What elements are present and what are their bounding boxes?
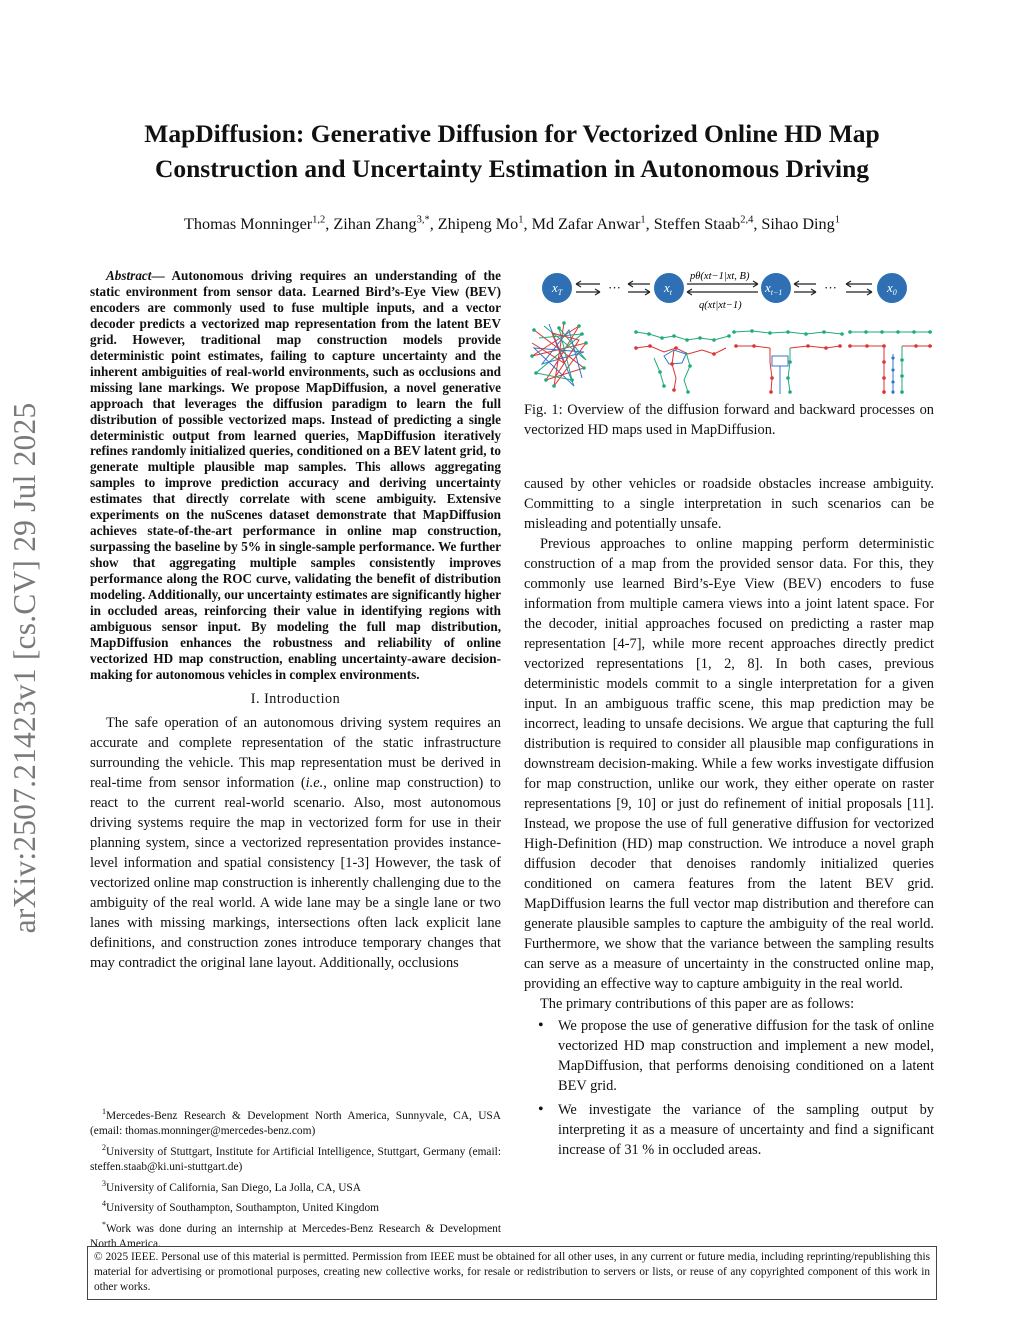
author: Sihao Ding$^1$ (761, 215, 840, 234)
reverse-process-label: pθ(xt−1|xt, B) (690, 271, 750, 282)
node-xt-1-label: $x_{t-1}$ (765, 280, 783, 297)
map-sample-partial (634, 330, 731, 394)
author: Zhipeng Mo$^1$, (437, 215, 532, 234)
figure-1 (524, 268, 934, 398)
footnote: $^3$University of California, San Diego, La Jolla, CA, USA (102, 1178, 361, 1194)
left-column (90, 268, 501, 973)
author: Zihan Zhang$^{3,*}$, (333, 215, 438, 234)
map-sample-near-clean (732, 329, 844, 394)
ellipsis-left: ··· (608, 280, 621, 295)
title-line-2: Construction and Uncertainty Estimation in Autonomous Driving (154, 154, 870, 183)
abstract-text: — Autonomous driving requires an understanding of the static environment from sensor data. Learned Bird’s-Eye View (BEV) encoders are commonly used to fuse multiple inputs, and a vector decoder predicts a vectorized map representation from the latent BEV grid. However, traditional map construction models provide deterministic point estimates, failing to capture uncertainty and the inherent ambiguities of real-world environments, such as occlusions and missing lane markings. We propose MapDiffusion, a novel generative approach that leverages the diffusion paradigm to learn the full distribution of possible vectorized maps. Instead of predicting a single deterministic output from learned queries, MapDiffusion iteratively refines randomly initialized queries, conditioned on a BEV latent grid, to generate multiple plausible map samples. This allows aggregating samples to improve prediction accuracy and deriving uncertainty estimates that directly correlate with scene ambiguity. Extensive experiments on the nuScenes dataset demonstrate that MapDiffusion achieves state-of-the-art performance in online map construction, surpassing the baseline by 5% in single-sample performance. We further show that aggregating multiple samples consistently improves performance along the ROC curve, validating the benefit of distribution modeling. Additionally, our uncertainty estimates are significantly higher in occluded areas, reinforcing their value in identifying regions with ambiguous sensor input. By modeling the full map distribution, MapDiffusion enhances the robustness and reliability of online vectorized HD map construction, enabling uncertainty-aware decision-making for autonomous vehicles in complex environments. (90, 268, 501, 682)
ellipsis-right: ··· (824, 280, 837, 295)
map-sample-noise (530, 321, 588, 388)
author: Steffen Staab$^{2,4}$, (653, 215, 762, 234)
author-list (80, 208, 944, 237)
forward-process-label: q(xt|xt−1) (699, 300, 742, 311)
diffusion-diagram (524, 268, 934, 398)
right-paragraph-continued: caused by other vehicles or roadside obstacles increase ambiguity. Committing to a single interpretation in such scenarios can be misleading and potentially unsafe. (524, 476, 934, 532)
footnote: $^1$Mercedes-Benz Research & Development North America, Sunnyvale, CA, USA (email: thomas.monninger@mercedes-benz.com) (90, 1107, 501, 1138)
node-xt-label: $x_t$ (664, 280, 673, 297)
title-line-1: MapDiffusion: Generative Diffusion for Vectorized Online HD Map (144, 119, 880, 148)
list-item: • We propose the use of generative diffusion for the task of online vectorized HD map construction and implement a new model, MapDiffusion, that performs denoising conditioned on a latent BEV grid. (558, 1016, 934, 1096)
paper-title (80, 116, 944, 186)
footnotes (90, 1104, 501, 1253)
section-heading-introduction: I. Introduction (250, 690, 341, 707)
node-x0-label: $x_0$ (887, 280, 897, 297)
figure-caption: Fig. 1: Overview of the diffusion forward and backward processes on vectorized HD maps used in MapDiffusion. (524, 402, 934, 438)
footnote: $^4$University of Southampton, Southampton, United Kingdom (102, 1199, 380, 1215)
abstract-label: Abstract (106, 268, 152, 283)
right-paragraph-contributions-intro: The primary contributions of this paper are as follows: (540, 996, 855, 1012)
right-column (524, 268, 934, 1164)
author: Thomas Monninger$^{1,2}$, (184, 215, 334, 234)
right-paragraph-previous-approaches: Previous approaches to online mapping perform deterministic construction of a map from the provided sensor data. For this, they commonly use learned Bird’s-Eye View (BEV) encoders to fuse information from multiple camera views into a joint latent space. For the decoder, initial approaches focused on predicting a raster map representation [4-7], while more recent approaches directly predict vectorized representations [1, 2, 8]. In both cases, previous deterministic models commit to a single interpretation for a given input. In an ambiguous traffic scene, this map prediction may be incorrect, leading to unsafe decisions. We argue that capturing the full distribution is required to consider all plausible map configurations in downstream decision-making. While a few works investigate diffusion for map construction, unlike our work, they either operate on raster representations [9, 10] or just do refinement of initial proposals [11]. Instead, we propose the use of full generative diffusion for vectorized High-Definition (HD) map construction. We introduce a novel graph diffusion decoder that denoises randomly initialized queries conditioned on camera features from the latent BEV grid. MapDiffusion learns the full vector map distribution and therefore can generate plausible samples to capture the ambiguity of the real world. Furthermore, we show that the variance between the sampling results can serve as a measure of uncertainty in the constructed online map, providing an effective way to capture ambiguity in the real world. (524, 536, 934, 992)
list-item: • We investigate the variance of the sampling output by interpreting it as a measure of uncertainty and find a significant increase of 31 % in occluded areas. (558, 1100, 934, 1160)
arxiv-identifier: arXiv:2507.21423v1 [cs.CV] 29 Jul 2025 (7, 402, 42, 934)
abstract (90, 268, 501, 683)
contributions-list (524, 1016, 934, 1160)
copyright-notice: © 2025 IEEE. Personal use of this material is permitted. Permission from IEEE must be obtained for all other uses, in any current or future media, including reprinting/republishing this material for advertising or promotional purposes, creating new collective works, for resale or redistribution to servers or lists, or reuse of any copyrighted component of this work in other works. (87, 1246, 937, 1300)
intro-paragraph: The safe operation of an autonomous driving system requires an accurate and complete representation of the static infrastructure surrounding the vehicle. This map representation must be derived in real-time from sensor information (i.e., online map construction) to react to the current real-world scenario. Also, most autonomous driving systems require the map in vectorized form for use in their planning system, since a vectorized representation provides instance-level information and spatial consistency [1-3] However, the task of vectorized online map construction is inherently challenging due to the ambiguity of the real world. A wide lane may be a single lane or two lanes with missing markings, intersections often lack explicit lane definitions, and construction zones introduce temporary changes that may contradict the original lane layout. Additionally, occlusions (90, 714, 501, 971)
footnote: *Work was done during an internship at Mercedes-Benz Research & Development North America. (90, 1219, 501, 1251)
footnote: $^2$University of Stuttgart, Institute for Artificial Intelligence, Stuttgart, Germany (email: steffen.staab@ki.uni-stuttgart.de) (90, 1142, 501, 1174)
node-xT-label: $x_T$ (552, 280, 563, 297)
map-sample-clean (848, 330, 932, 394)
author: Md Zafar Anwar$^1$, (531, 215, 654, 234)
